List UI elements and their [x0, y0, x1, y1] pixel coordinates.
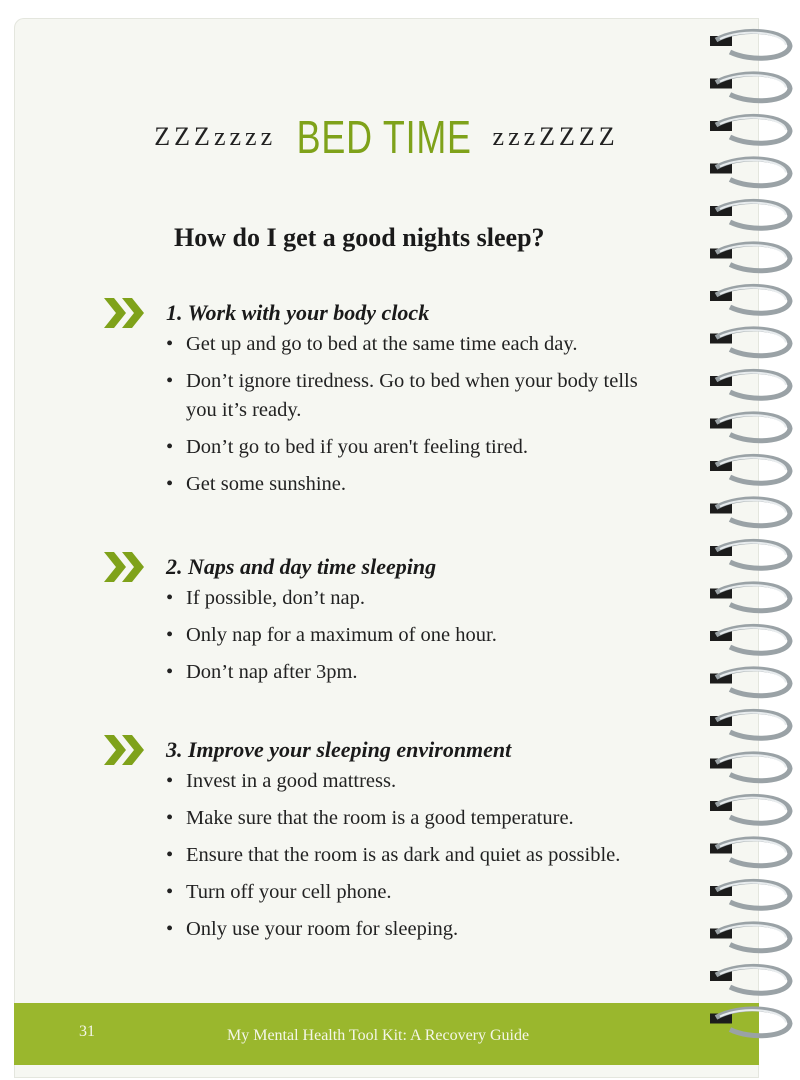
list-item: • Invest in a good mattress.	[164, 767, 684, 796]
list-item: • Get some sunshine.	[164, 470, 684, 499]
spiral-coil	[710, 711, 790, 738]
spiral-coil	[710, 159, 790, 186]
spiral-coil	[710, 584, 790, 611]
spiral-coil	[710, 796, 790, 823]
section-title: 1. Work with your body clock	[166, 300, 430, 325]
spiral-coil	[710, 456, 790, 483]
book-title: My Mental Health Tool Kit: A Recovery Guide	[227, 1027, 530, 1044]
spiral-coil	[710, 499, 790, 526]
spiral-coil	[710, 541, 790, 568]
list-item: • Don’t go to bed if you aren't feeling tired.	[164, 433, 684, 462]
spiral-coil	[710, 839, 790, 866]
double-chevron-right-icon	[102, 550, 148, 584]
spiral-coil	[710, 74, 790, 101]
spiral-coil	[710, 924, 790, 951]
spiral-coil	[710, 1009, 790, 1036]
section-list	[164, 767, 684, 952]
spiral-coil	[710, 244, 790, 271]
page-footer	[14, 1003, 759, 1065]
spiral-coil	[710, 881, 790, 908]
spiral-coil	[710, 31, 790, 58]
section-list	[164, 584, 684, 695]
question-heading: How do I get a good nights sleep?	[174, 223, 545, 252]
double-chevron-right-icon	[102, 296, 148, 330]
list-item: • Only nap for a maximum of one hour.	[164, 621, 684, 650]
section-title: 3. Improve your sleeping environment	[166, 737, 512, 762]
spiral-coil	[710, 966, 790, 993]
book-page	[14, 18, 759, 1078]
section-list	[164, 330, 684, 507]
list-item: • Turn off your cell phone.	[164, 878, 684, 907]
spiral-coil	[710, 626, 790, 653]
double-chevron-right-icon	[102, 733, 148, 767]
z-right-decoration: zzzZZZZ	[492, 122, 619, 151]
page-title: BED TIME	[296, 111, 472, 163]
spiral-coil	[710, 329, 790, 356]
page-number: 31	[79, 1023, 95, 1040]
list-item: • Only use your room for sleeping.	[164, 915, 684, 944]
spiral-coil	[710, 116, 790, 143]
spiral-coil	[710, 371, 790, 398]
spiral-coil	[710, 669, 790, 696]
section-title: 2. Naps and day time sleeping	[166, 554, 437, 579]
list-item: • Make sure that the room is a good temperature.	[164, 804, 684, 833]
spiral-coil	[710, 754, 790, 781]
spiral-coil	[710, 201, 790, 228]
spiral-coil	[710, 414, 790, 441]
list-item: • Don’t ignore tiredness. Go to bed when your body tells you it’s ready.	[164, 367, 656, 425]
list-item: • Don’t nap after 3pm.	[164, 658, 684, 687]
z-left-decoration: ZZZzzzz	[154, 122, 277, 151]
list-item: • Get up and go to bed at the same time each day.	[164, 330, 684, 359]
spiral-binding	[710, 20, 800, 1080]
list-item: • If possible, don’t nap.	[164, 584, 684, 613]
list-item: • Ensure that the room is as dark and quiet as possible.	[164, 841, 656, 870]
page-header	[14, 110, 759, 164]
spiral-coil	[710, 286, 790, 313]
